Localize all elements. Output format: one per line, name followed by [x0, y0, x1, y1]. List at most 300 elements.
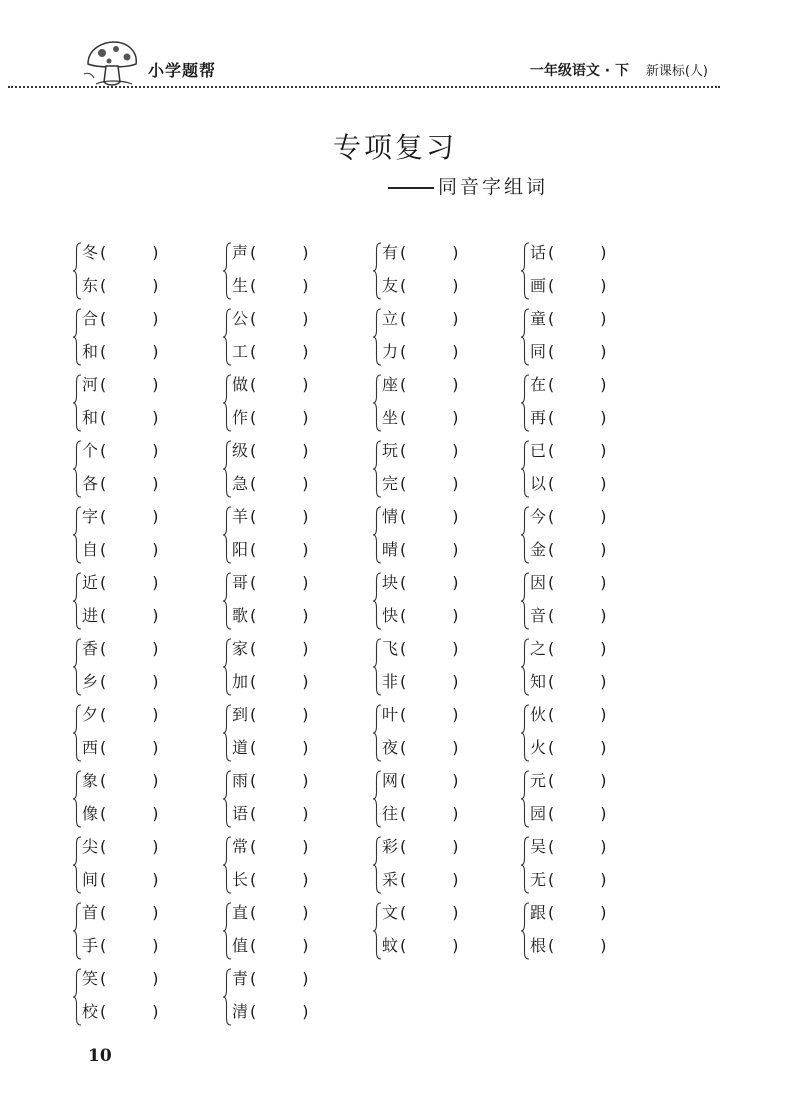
- answer-blank[interactable]: [250, 507, 310, 527]
- character: 蚊: [382, 936, 399, 955]
- word-item: [382, 705, 460, 725]
- brace-icon: [72, 638, 82, 696]
- answer-blank[interactable]: [400, 738, 460, 758]
- open-paren: (: [548, 540, 555, 559]
- brace-icon: [372, 836, 382, 894]
- homophone-group: [372, 901, 492, 961]
- answer-blank[interactable]: [548, 639, 608, 659]
- homophone-group: [72, 439, 192, 499]
- character: 彩: [382, 837, 399, 856]
- close-paren: ): [152, 870, 159, 889]
- book-edition: 新课标(人): [645, 64, 708, 79]
- answer-blank[interactable]: [100, 870, 160, 890]
- answer-blank[interactable]: [100, 969, 160, 989]
- answer-blank[interactable]: [400, 507, 460, 527]
- close-paren: ): [302, 837, 309, 856]
- brace-icon: [372, 308, 382, 366]
- answer-blank[interactable]: [100, 375, 160, 395]
- character: 话: [530, 243, 547, 262]
- open-paren: (: [548, 375, 555, 394]
- word-item: [232, 804, 310, 824]
- answer-blank[interactable]: [100, 837, 160, 857]
- answer-blank[interactable]: [250, 738, 310, 758]
- answer-blank[interactable]: [100, 936, 160, 956]
- word-item: [530, 276, 608, 296]
- close-paren: ): [452, 870, 459, 889]
- answer-blank[interactable]: [250, 441, 310, 461]
- answer-blank[interactable]: [250, 606, 310, 626]
- word-item: [82, 573, 160, 593]
- close-paren: ): [452, 705, 459, 724]
- answer-blank[interactable]: [400, 606, 460, 626]
- word-item: [530, 837, 608, 857]
- answer-blank[interactable]: [250, 342, 310, 362]
- answer-blank[interactable]: [100, 276, 160, 296]
- character: 语: [232, 804, 249, 823]
- word-item: [530, 936, 608, 956]
- answer-blank[interactable]: [548, 936, 608, 956]
- homophone-group: [222, 967, 342, 1027]
- character: 情: [382, 507, 399, 526]
- answer-blank[interactable]: [250, 1002, 310, 1022]
- brace-icon: [72, 506, 82, 564]
- close-paren: ): [452, 375, 459, 394]
- open-paren: (: [400, 375, 407, 394]
- answer-blank[interactable]: [548, 771, 608, 791]
- homophone-group: [222, 835, 342, 895]
- close-paren: ): [600, 639, 607, 658]
- word-item: [232, 672, 310, 692]
- close-paren: ): [302, 936, 309, 955]
- answer-blank[interactable]: [548, 870, 608, 890]
- word-item: [82, 606, 160, 626]
- character: 画: [530, 276, 547, 295]
- close-paren: ): [152, 408, 159, 427]
- answer-blank[interactable]: [250, 903, 310, 923]
- answer-blank[interactable]: [548, 342, 608, 362]
- word-item: [232, 1002, 310, 1022]
- open-paren: (: [400, 837, 407, 856]
- word-item: [382, 342, 460, 362]
- homophone-group: [372, 307, 492, 367]
- character: 座: [382, 375, 399, 394]
- answer-blank[interactable]: [400, 903, 460, 923]
- word-item: [382, 672, 460, 692]
- open-paren: (: [250, 342, 257, 361]
- character: 完: [382, 474, 399, 493]
- word-item: [232, 837, 310, 857]
- open-paren: (: [250, 606, 257, 625]
- answer-blank[interactable]: [100, 1002, 160, 1022]
- answer-blank[interactable]: [548, 309, 608, 329]
- brace-icon: [222, 704, 232, 762]
- homophone-group: [372, 835, 492, 895]
- homophone-group: [222, 571, 342, 631]
- word-item: [382, 738, 460, 758]
- open-paren: (: [250, 672, 257, 691]
- answer-blank[interactable]: [100, 243, 160, 263]
- open-paren: (: [548, 771, 555, 790]
- close-paren: ): [302, 342, 309, 361]
- character: 夜: [382, 738, 399, 757]
- open-paren: (: [400, 573, 407, 592]
- word-item: [232, 705, 310, 725]
- open-paren: (: [548, 903, 555, 922]
- homophone-group: [72, 241, 192, 301]
- close-paren: ): [600, 276, 607, 295]
- homophone-group: [372, 505, 492, 565]
- homophone-group: [372, 373, 492, 433]
- character: 校: [82, 1002, 99, 1021]
- brace-icon: [372, 572, 382, 630]
- close-paren: ): [600, 804, 607, 823]
- answer-blank[interactable]: [100, 309, 160, 329]
- answer-blank[interactable]: [100, 705, 160, 725]
- answer-blank[interactable]: [548, 276, 608, 296]
- answer-blank[interactable]: [548, 507, 608, 527]
- close-paren: ): [452, 342, 459, 361]
- open-paren: (: [250, 540, 257, 559]
- open-paren: (: [400, 276, 407, 295]
- close-paren: ): [302, 276, 309, 295]
- answer-blank[interactable]: [548, 540, 608, 560]
- close-paren: ): [600, 408, 607, 427]
- close-paren: ): [600, 870, 607, 889]
- homophone-group: [222, 901, 342, 961]
- character: 生: [232, 276, 249, 295]
- brace-icon: [372, 440, 382, 498]
- word-item: [382, 804, 460, 824]
- answer-blank[interactable]: [100, 771, 160, 791]
- answer-blank[interactable]: [250, 276, 310, 296]
- close-paren: ): [600, 243, 607, 262]
- brace-icon: [222, 440, 232, 498]
- brace-icon: [520, 902, 530, 960]
- open-paren: (: [100, 441, 107, 460]
- answer-blank[interactable]: [400, 342, 460, 362]
- character: 文: [382, 903, 399, 922]
- word-item: [530, 441, 608, 461]
- brace-icon: [372, 770, 382, 828]
- open-paren: (: [400, 738, 407, 757]
- answer-blank[interactable]: [100, 474, 160, 494]
- open-paren: (: [250, 408, 257, 427]
- close-paren: ): [152, 771, 159, 790]
- close-paren: ): [600, 507, 607, 526]
- answer-blank[interactable]: [250, 474, 310, 494]
- homophone-group: [72, 637, 192, 697]
- brace-icon: [372, 902, 382, 960]
- character: 元: [530, 771, 547, 790]
- answer-blank[interactable]: [100, 342, 160, 362]
- answer-blank[interactable]: [100, 639, 160, 659]
- answer-blank[interactable]: [548, 672, 608, 692]
- answer-blank[interactable]: [548, 243, 608, 263]
- character: 青: [232, 969, 249, 988]
- character: 近: [82, 573, 99, 592]
- answer-blank[interactable]: [100, 540, 160, 560]
- close-paren: ): [452, 441, 459, 460]
- character: 夕: [82, 705, 99, 724]
- answer-blank[interactable]: [548, 903, 608, 923]
- word-item: [82, 375, 160, 395]
- open-paren: (: [100, 738, 107, 757]
- answer-blank[interactable]: [400, 870, 460, 890]
- close-paren: ): [152, 639, 159, 658]
- open-paren: (: [100, 243, 107, 262]
- close-paren: ): [452, 804, 459, 823]
- close-paren: ): [152, 903, 159, 922]
- answer-blank[interactable]: [400, 672, 460, 692]
- character: 自: [82, 540, 99, 559]
- answer-blank[interactable]: [250, 804, 310, 824]
- close-paren: ): [600, 474, 607, 493]
- answer-blank[interactable]: [250, 540, 310, 560]
- word-item: [530, 606, 608, 626]
- answer-blank[interactable]: [100, 672, 160, 692]
- close-paren: ): [600, 771, 607, 790]
- open-paren: (: [400, 936, 407, 955]
- character: 歌: [232, 606, 249, 625]
- close-paren: ): [600, 837, 607, 856]
- brace-icon: [520, 242, 530, 300]
- character: 阳: [232, 540, 249, 559]
- word-item: [530, 342, 608, 362]
- open-paren: (: [250, 738, 257, 757]
- homophone-group: [520, 637, 640, 697]
- homophone-group: [372, 571, 492, 631]
- character: 玩: [382, 441, 399, 460]
- close-paren: ): [152, 276, 159, 295]
- character: 首: [82, 903, 99, 922]
- close-paren: ): [452, 738, 459, 757]
- character: 各: [82, 474, 99, 493]
- answer-blank[interactable]: [400, 771, 460, 791]
- brace-icon: [520, 374, 530, 432]
- open-paren: (: [250, 903, 257, 922]
- answer-blank[interactable]: [250, 705, 310, 725]
- word-item: [382, 276, 460, 296]
- character: 常: [232, 837, 249, 856]
- answer-blank[interactable]: [250, 837, 310, 857]
- open-paren: (: [250, 1002, 257, 1021]
- open-paren: (: [100, 474, 107, 493]
- word-item: [232, 969, 310, 989]
- answer-blank[interactable]: [100, 738, 160, 758]
- answer-blank[interactable]: [100, 507, 160, 527]
- character: 和: [82, 408, 99, 427]
- character: 飞: [382, 639, 399, 658]
- answer-blank[interactable]: [250, 969, 310, 989]
- answer-blank[interactable]: [250, 309, 310, 329]
- character: 友: [382, 276, 399, 295]
- brace-icon: [520, 836, 530, 894]
- word-item: [382, 507, 460, 527]
- answer-blank[interactable]: [250, 573, 310, 593]
- brace-icon: [222, 506, 232, 564]
- open-paren: (: [400, 672, 407, 691]
- answer-blank[interactable]: [548, 375, 608, 395]
- close-paren: ): [302, 672, 309, 691]
- word-item: [530, 771, 608, 791]
- word-item: [82, 804, 160, 824]
- answer-blank[interactable]: [250, 936, 310, 956]
- open-paren: (: [100, 606, 107, 625]
- brace-icon: [520, 506, 530, 564]
- subtitle-text: 同音字组词: [438, 176, 549, 198]
- word-item: [82, 738, 160, 758]
- open-paren: (: [250, 705, 257, 724]
- homophone-group: [222, 703, 342, 763]
- brace-icon: [222, 836, 232, 894]
- answer-blank[interactable]: [250, 243, 310, 263]
- close-paren: ): [302, 1002, 309, 1021]
- open-paren: (: [548, 936, 555, 955]
- character: 因: [530, 573, 547, 592]
- answer-blank[interactable]: [548, 606, 608, 626]
- close-paren: ): [152, 342, 159, 361]
- answer-blank[interactable]: [548, 441, 608, 461]
- answer-blank[interactable]: [548, 573, 608, 593]
- answer-blank[interactable]: [100, 573, 160, 593]
- answer-blank[interactable]: [400, 276, 460, 296]
- word-item: [82, 1002, 160, 1022]
- subtitle-dash: [388, 187, 434, 189]
- close-paren: ): [302, 507, 309, 526]
- open-paren: (: [100, 342, 107, 361]
- close-paren: ): [600, 738, 607, 757]
- answer-blank[interactable]: [400, 936, 460, 956]
- close-paren: ): [302, 705, 309, 724]
- character: 根: [530, 936, 547, 955]
- homophone-group: [372, 241, 492, 301]
- close-paren: ): [302, 870, 309, 889]
- close-paren: ): [600, 573, 607, 592]
- character: 之: [530, 639, 547, 658]
- answer-blank[interactable]: [400, 837, 460, 857]
- homophone-group: [520, 571, 640, 631]
- answer-blank[interactable]: [548, 474, 608, 494]
- answer-blank[interactable]: [100, 804, 160, 824]
- answer-blank[interactable]: [400, 243, 460, 263]
- open-paren: (: [400, 870, 407, 889]
- page-header: [0, 0, 790, 100]
- answer-blank[interactable]: [100, 606, 160, 626]
- character: 金: [530, 540, 547, 559]
- answer-blank[interactable]: [250, 771, 310, 791]
- brace-icon: [222, 770, 232, 828]
- answer-blank[interactable]: [250, 639, 310, 659]
- homophone-group: [72, 703, 192, 763]
- brace-icon: [520, 704, 530, 762]
- answer-blank[interactable]: [100, 903, 160, 923]
- open-paren: (: [548, 441, 555, 460]
- character: 声: [232, 243, 249, 262]
- word-item: [530, 804, 608, 824]
- answer-blank[interactable]: [400, 408, 460, 428]
- answer-blank[interactable]: [250, 870, 310, 890]
- answer-blank[interactable]: [250, 408, 310, 428]
- answer-blank[interactable]: [400, 441, 460, 461]
- open-paren: (: [548, 870, 555, 889]
- character: 香: [82, 639, 99, 658]
- character: 手: [82, 936, 99, 955]
- character: 园: [530, 804, 547, 823]
- answer-blank[interactable]: [400, 804, 460, 824]
- answer-blank[interactable]: [400, 375, 460, 395]
- open-paren: (: [548, 342, 555, 361]
- open-paren: (: [400, 474, 407, 493]
- character: 叶: [382, 705, 399, 724]
- homophone-group: [372, 703, 492, 763]
- answer-blank[interactable]: [250, 672, 310, 692]
- homophone-group: [222, 373, 342, 433]
- homophone-group: [222, 307, 342, 367]
- answer-blank[interactable]: [100, 441, 160, 461]
- homophone-group: [520, 307, 640, 367]
- homophone-group: [72, 835, 192, 895]
- answer-blank[interactable]: [400, 540, 460, 560]
- character: 雨: [232, 771, 249, 790]
- open-paren: (: [250, 837, 257, 856]
- close-paren: ): [600, 705, 607, 724]
- open-paren: (: [250, 276, 257, 295]
- answer-blank[interactable]: [400, 474, 460, 494]
- open-paren: (: [100, 771, 107, 790]
- character: 家: [232, 639, 249, 658]
- homophone-group: [72, 505, 192, 565]
- answer-blank[interactable]: [250, 375, 310, 395]
- open-paren: (: [250, 936, 257, 955]
- answer-blank[interactable]: [548, 705, 608, 725]
- answer-blank[interactable]: [400, 705, 460, 725]
- open-paren: (: [548, 837, 555, 856]
- open-paren: (: [100, 573, 107, 592]
- homophone-group: [520, 901, 640, 961]
- answer-blank[interactable]: [548, 804, 608, 824]
- open-paren: (: [400, 639, 407, 658]
- word-item: [382, 375, 460, 395]
- brace-icon: [372, 242, 382, 300]
- brace-icon: [372, 374, 382, 432]
- character: 往: [382, 804, 399, 823]
- homophone-group: [520, 439, 640, 499]
- answer-blank[interactable]: [100, 408, 160, 428]
- character: 立: [382, 309, 399, 328]
- answer-blank[interactable]: [548, 408, 608, 428]
- word-item: [82, 639, 160, 659]
- close-paren: ): [302, 375, 309, 394]
- word-item: [232, 408, 310, 428]
- open-paren: (: [548, 408, 555, 427]
- close-paren: ): [302, 606, 309, 625]
- answer-blank[interactable]: [400, 573, 460, 593]
- homophone-group: [520, 769, 640, 829]
- answer-blank[interactable]: [400, 309, 460, 329]
- word-item: [530, 705, 608, 725]
- close-paren: ): [452, 408, 459, 427]
- character: 快: [382, 606, 399, 625]
- answer-blank[interactable]: [400, 639, 460, 659]
- word-item: [232, 474, 310, 494]
- open-paren: (: [100, 276, 107, 295]
- answer-blank[interactable]: [548, 738, 608, 758]
- page-number: 10: [88, 1046, 112, 1066]
- mushroom-logo-icon: [82, 38, 142, 90]
- brace-icon: [520, 440, 530, 498]
- open-paren: (: [400, 903, 407, 922]
- answer-blank[interactable]: [548, 837, 608, 857]
